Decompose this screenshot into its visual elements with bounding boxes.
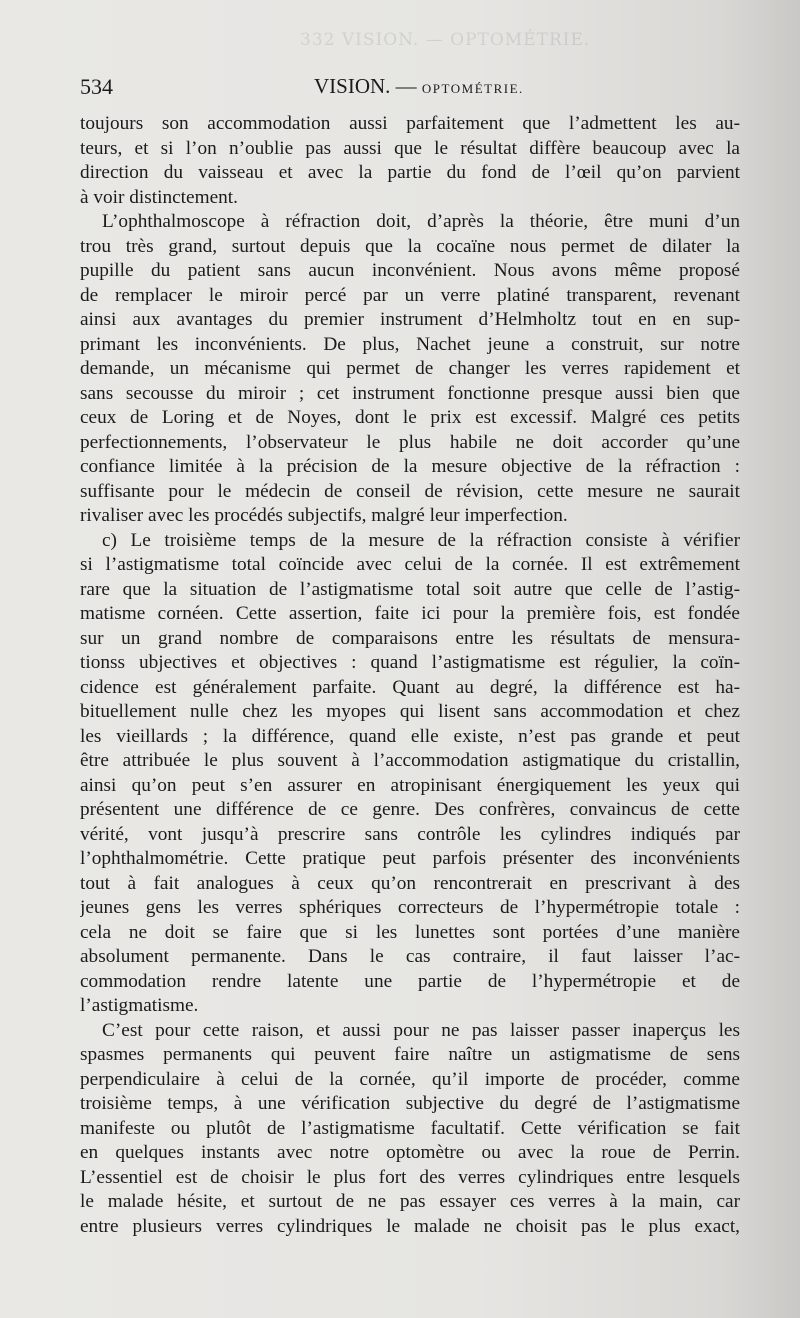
text-line: toujours son accommodation aussi parfaitement que l’admettent les au- [80, 113, 740, 134]
text-line: à voir distinctement. [80, 186, 238, 208]
text-line: tionss ubjectives et objectives : quand l’astigmatisme est régulier, la coïn- [80, 652, 740, 673]
text-line: manifeste ou plutôt de l’astigmatisme facultatif. Cette vérification se fait [80, 1117, 740, 1139]
text-line: bituellement nulle chez les myopes qui lisent sans accommodation et chez [80, 701, 740, 722]
text-line: tout à fait analogues à ceux qu’on rencontrerait en prescrivant à des [80, 872, 740, 894]
page-number: 534 [80, 74, 113, 99]
text-line: suffisante pour le médecin de conseil de révision, cette mesure ne saurait [80, 480, 740, 502]
text-line: entre plusieurs verres cylindriques le malade ne choisit pas le plus exact, [80, 1215, 740, 1237]
text-line: pupille du patient sans aucun inconvénient. Nous avons même proposé [80, 260, 740, 281]
text-line: commodation rendre latente une partie de l’hypermétropie et de [80, 970, 740, 992]
text-line: le malade hésite, et surtout de ne pas essayer ces verres à la main, car [80, 1191, 740, 1212]
text-line: demande, un mécanisme qui permet de changer les verres rapidement et [80, 358, 740, 379]
text-line: vérité, vont jusqu’à prescrire sans contrôle les cylindres indiqués par [80, 823, 740, 845]
text-line: être attribuée le plus souvent à l’accommodation astigmatique du cristallin, [80, 750, 740, 771]
text-line: cidence est généralement parfaite. Quant au degré, la différence est ha- [80, 676, 740, 698]
text-line: absolument permanente. Dans le cas contraire, il faut laisser l’ac- [80, 946, 740, 967]
text-line: jeunes gens les verres sphériques correcteurs de l’hypermétropie totale : [80, 897, 740, 918]
text-line: présentent une différence de ce genre. Des confrères, convaincus de cette [80, 799, 740, 820]
text-line: trou très grand, surtout depuis que la cocaïne nous permet de dilater la [80, 235, 740, 257]
running-title [314, 74, 524, 99]
page-header [80, 74, 740, 104]
text-line: les vieillards ; la différence, quand elle existe, n’est pas grande et peut [80, 725, 740, 747]
text-line: spasmes permanents qui peuvent faire naître un astigmatisme de sens [80, 1044, 740, 1065]
text-line: cela ne doit se faire que si les lunettes sont portées d’une manière [80, 921, 740, 943]
text-line: sur un grand nombre de comparaisons entre les résultats de mensura- [80, 627, 740, 649]
text-line: C’est pour cette raison, et aussi pour ne pas laisser passer inaperçus les [102, 1019, 740, 1041]
text-line: L’ophthalmoscope à réfraction doit, d’après la théorie, être muni d’un [102, 211, 740, 232]
running-title-main: VISION. — [314, 74, 417, 98]
text-line: c) Le troisième temps de la mesure de la réfraction consiste à vérifier [102, 529, 740, 551]
text-line: confiance limitée à la précision de la mesure objective de la réfraction : [80, 456, 740, 477]
text-line: rivaliser avec les procédés subjectifs, malgré leur imperfection. [80, 505, 568, 526]
text-line: primant les inconvénients. De plus, Nachet jeune a construit, sur notre [80, 333, 740, 355]
text-line: de remplacer le miroir percé par un verre platiné transparent, revenant [80, 284, 740, 306]
bleed-through-text: 332 VISION. — OPTOMÉTRIE. [300, 30, 591, 50]
text-line: troisième temps, à une vérification subjective du degré de l’astigmatisme [80, 1093, 740, 1114]
text-line: en quelques instants avec notre optomètre ou avec la roue de Perrin. [80, 1142, 740, 1163]
text-line: teurs, et si l’on n’oublie pas aussi que le résultat diffère beaucoup avec la [80, 137, 740, 159]
text-line: si l’astigmatisme total coïncide avec celui de la cornée. Il est extrêmement [80, 554, 740, 575]
body-text [80, 112, 740, 1239]
text-line: perpendiculaire à celui de la cornée, qu’il importe de procéder, comme [80, 1068, 740, 1090]
text-line: ainsi aux avantages du premier instrument d’Helmholtz tout en en sup- [80, 309, 740, 330]
text-line: perfectionnements, l’observateur le plus habile ne doit accorder qu’une [80, 431, 740, 453]
text-line: l’ophthalmométrie. Cette pratique peut parfois présenter des inconvénients [80, 848, 740, 869]
text-line: matisme cornéen. Cette assertion, faite ici pour la première fois, est fondée [80, 603, 740, 624]
text-line: ainsi qu’on peut s’en assurer en atropinisant énergiquement les yeux qui [80, 774, 740, 796]
running-title-sub: OPTOMÉTRIE. [421, 81, 524, 96]
text-line: rare que la situation de l’astigmatisme total soit autre que celle de l’astig- [80, 578, 740, 600]
text-line: l’astigmatisme. [80, 995, 199, 1016]
text-line: L’essentiel est de choisir le plus fort des verres cylindriques entre lesquels [80, 1166, 740, 1188]
text-line: direction du vaisseau et avec la partie du fond de l’œil qu’on parvient [80, 162, 740, 183]
text-line: sans secousse du miroir ; cet instrument fonctionne presque aussi bien que [80, 382, 740, 404]
text-line: ceux de Loring et de Noyes, dont le prix est excessif. Malgré ces petits [80, 407, 740, 428]
